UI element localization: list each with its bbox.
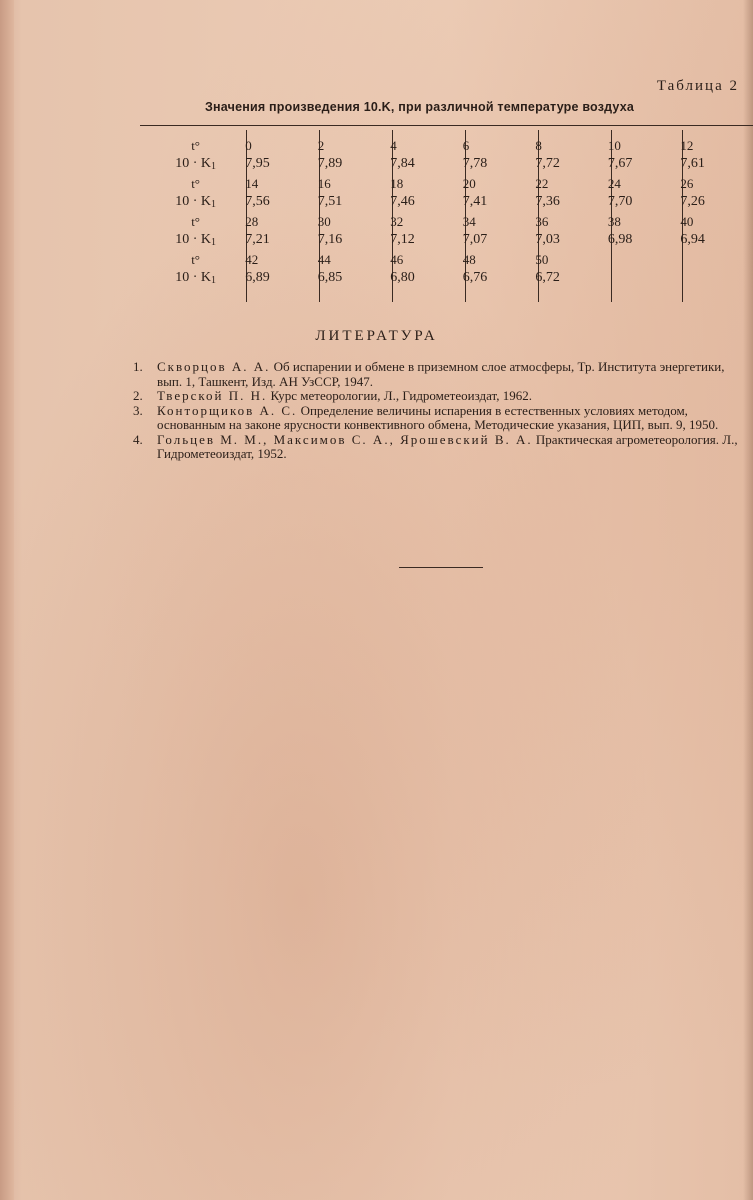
- row-label-k: [146, 268, 245, 290]
- cell-temperature: 20: [462, 176, 476, 191]
- row-label-t: t°: [191, 176, 200, 191]
- reference-item: [133, 404, 747, 433]
- cell-temperature: 22: [535, 176, 549, 191]
- cell-value: 7,07: [462, 232, 488, 247]
- cell-temperature: 32: [390, 214, 404, 229]
- cell-temperature: 8: [535, 138, 542, 153]
- cell-value: 7,16: [317, 232, 343, 247]
- reference-author: Конторщиков А. С.: [157, 402, 298, 418]
- cell-temperature: 18: [390, 176, 404, 191]
- cell-value: 6,76: [462, 270, 488, 285]
- cell-value: 7,36: [535, 194, 560, 209]
- cell-value: 7,72: [535, 156, 560, 171]
- cell-temperature: 40: [680, 214, 694, 229]
- cell-temperature: [608, 252, 681, 268]
- table-row-value: [146, 230, 753, 252]
- cell-temperature: 12: [680, 138, 694, 153]
- cell-temperature: 2: [317, 138, 325, 153]
- reference-number: 4.: [133, 431, 143, 447]
- cell-temperature: 46: [390, 252, 404, 267]
- row-label-k-text: 10 · K: [175, 232, 211, 247]
- row-label-k-text: 10 · K: [175, 156, 211, 171]
- cell-value: 7,21: [245, 232, 270, 247]
- cell-temperature: 50: [535, 252, 549, 267]
- table-row-temperature: [146, 214, 753, 230]
- row-label-k: [146, 154, 245, 176]
- row-label-k-subscript: 1: [210, 199, 216, 210]
- row-label-k: [146, 192, 245, 214]
- cell-value: 7,70: [607, 194, 633, 209]
- cell-temperature: 42: [245, 252, 259, 267]
- cell-value: 7,41: [462, 194, 488, 209]
- row-label-k-text: 10 · K: [175, 194, 211, 209]
- cell-temperature: 38: [607, 214, 621, 229]
- cell-temperature: 4: [390, 138, 397, 153]
- cell-temperature: 14: [245, 176, 259, 191]
- table-row-value: [146, 154, 753, 176]
- cell-value: 7,51: [317, 194, 343, 209]
- cell-temperature: 44: [317, 252, 331, 267]
- cell-temperature: 36: [535, 214, 549, 229]
- reference-text: Практическая агрометеорология. Л., Гидрометеоиздат, 1952.: [157, 431, 738, 461]
- row-label-k-subscript: 1: [210, 237, 216, 248]
- cell-temperature: 24: [607, 176, 621, 191]
- cell-temperature: 0: [245, 138, 252, 153]
- reference-author: Тверской П. Н.: [157, 388, 268, 403]
- cell-value: 7,95: [245, 156, 270, 171]
- cell-temperature: 30: [317, 214, 331, 229]
- cell-value: 7,56: [245, 194, 270, 209]
- literature-title: ЛИТЕРАТУРА: [315, 328, 438, 344]
- cell-temperature: 48: [462, 252, 476, 267]
- reference-text: Определение величины испарения в естественных условиях методом, основанным на законе ярусности конвективного обмена, Методические указания, ЦИП, вып. 9, 1950.: [157, 402, 719, 432]
- table-top-rule: [140, 125, 753, 126]
- cell-value: 6,72: [535, 270, 560, 285]
- cell-value: 6,94: [680, 232, 705, 247]
- reference-author: Гольцев М. М., Максимов С. А., Ярошевский В. А.: [157, 431, 533, 447]
- row-label-k: [146, 230, 245, 252]
- reference-item: [133, 360, 747, 389]
- table-row-value: [146, 192, 753, 214]
- cell-temperature: 34: [462, 214, 476, 229]
- cell-temperature: 28: [245, 214, 259, 229]
- reference-author: Скворцов А. А.: [157, 359, 271, 374]
- cell-value: 7,61: [680, 156, 705, 171]
- cell-value: 7,89: [317, 156, 343, 171]
- cell-value: 6,80: [390, 270, 415, 285]
- table-caption: Значения произведения 10.K, при различной температуре воздуха: [205, 100, 635, 114]
- cell-value: [680, 268, 753, 290]
- cell-value: 7,03: [535, 232, 560, 247]
- reference-item: [133, 433, 747, 462]
- end-divider: [399, 567, 483, 568]
- cell-value: 7,46: [390, 194, 415, 209]
- cell-value: 7,26: [680, 194, 705, 209]
- table-row-temperature: [146, 252, 753, 268]
- cell-value: 7,84: [390, 156, 415, 171]
- table-row-temperature: [146, 138, 753, 154]
- cell-value: 6,98: [607, 232, 633, 247]
- cell-temperature: [680, 252, 753, 268]
- references-list: [133, 360, 747, 462]
- table-row-temperature: [146, 176, 753, 192]
- cell-temperature: 10: [607, 138, 621, 153]
- cell-value: 6,85: [317, 270, 343, 285]
- cell-value: 7,67: [607, 156, 633, 171]
- page-binding: [0, 0, 14, 1200]
- reference-number: 1.: [133, 359, 143, 374]
- reference-text: Об испарении и обмене в приземном слое атмосферы, Тр. Института энергетики, вып. 1, Ташкент, Изд. АН УзССР, 1947.: [157, 359, 725, 389]
- cell-value: 6,89: [245, 270, 270, 285]
- cell-value: [608, 268, 681, 290]
- row-label-k-text: 10 · K: [175, 270, 211, 285]
- cell-value: 7,78: [462, 156, 488, 171]
- table-row-value: [146, 268, 753, 290]
- cell-temperature: 6: [462, 138, 470, 153]
- row-label-k-subscript: 1: [210, 161, 216, 172]
- row-label-t: t°: [191, 214, 200, 229]
- cell-value: 7,12: [390, 232, 415, 247]
- cell-temperature: 16: [317, 176, 331, 191]
- reference-number: 3.: [133, 402, 143, 418]
- row-label-k-subscript: 1: [210, 275, 216, 286]
- reference-item: [133, 389, 747, 404]
- cell-temperature: 26: [680, 176, 694, 191]
- reference-text: Курс метеорологии, Л., Гидрометеоиздат, 1962.: [267, 388, 532, 403]
- table-number: Таблица 2: [656, 78, 739, 94]
- row-label-t: t°: [191, 252, 200, 267]
- data-table: [146, 138, 753, 290]
- reference-number: 2.: [133, 388, 143, 403]
- row-label-t: t°: [191, 138, 200, 153]
